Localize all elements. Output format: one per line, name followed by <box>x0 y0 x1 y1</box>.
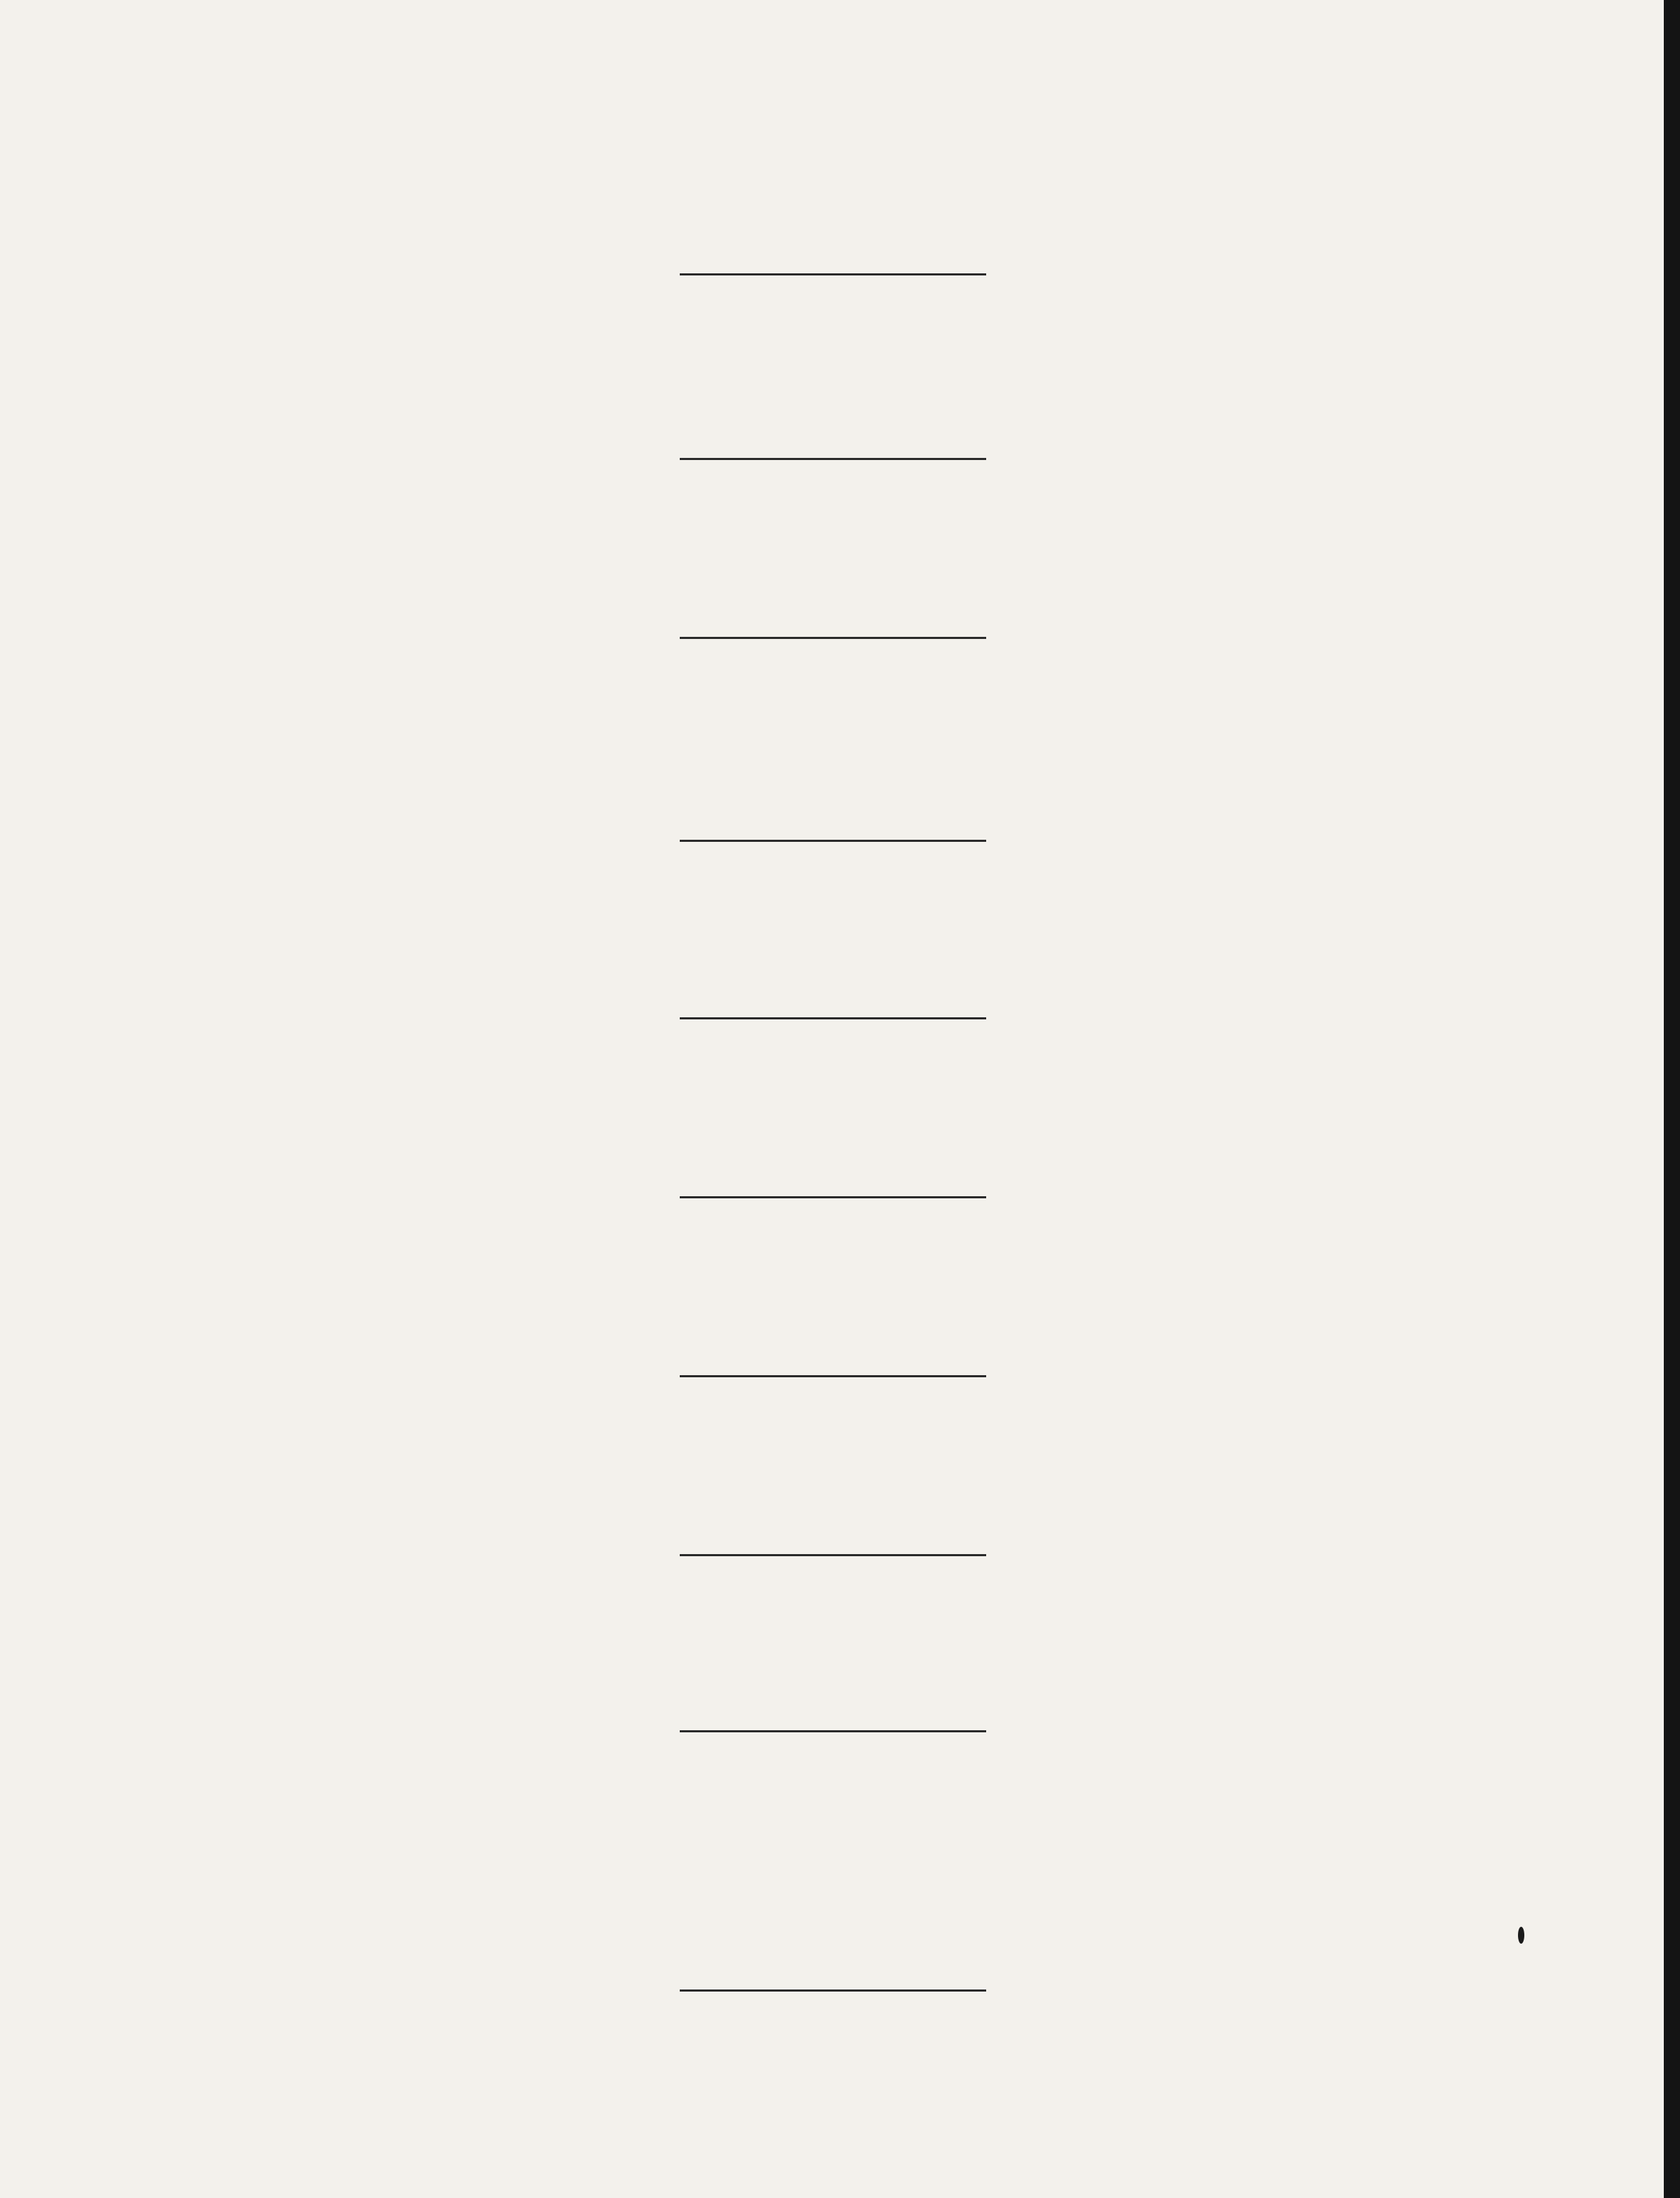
section-divider <box>680 1196 986 1198</box>
section-divider <box>680 1017 986 1019</box>
section-divider <box>680 637 986 639</box>
section-divider <box>680 1375 986 1377</box>
ink-speck <box>1518 1927 1524 1944</box>
section-divider <box>680 1730 986 1732</box>
section-divider <box>680 840 986 842</box>
section-divider <box>680 1989 986 1992</box>
section-divider <box>680 273 986 275</box>
section-divider <box>680 458 986 460</box>
section-divider <box>680 1554 986 1556</box>
